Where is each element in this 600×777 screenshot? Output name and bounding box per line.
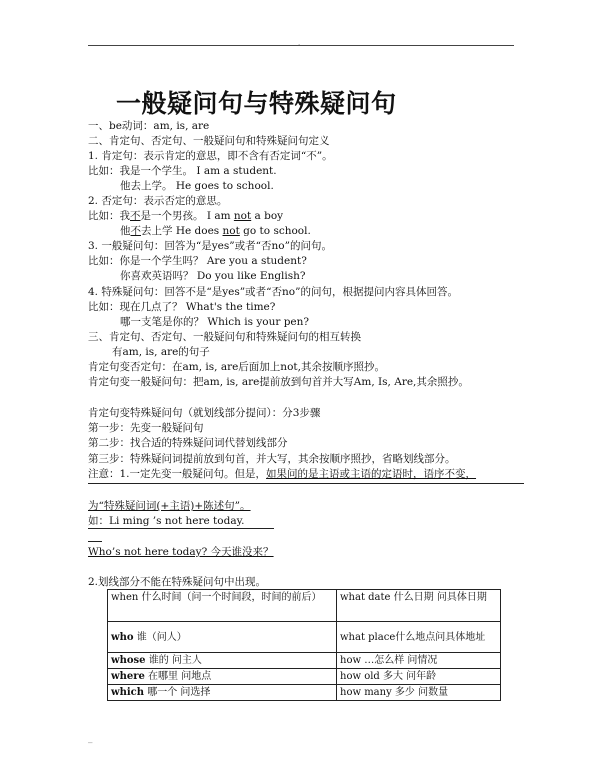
text-line: 三、肯定句、否定句、一般疑问句和特殊疑问句的相互转换 [88, 331, 361, 343]
underlined-word: 不 [130, 225, 141, 237]
underlined-word: 不 [130, 210, 141, 222]
table-cell [108, 685, 337, 701]
text-line: 2.划线部分不能在特殊疑问句中出现。 [88, 576, 267, 588]
header-dot: . [298, 38, 301, 47]
text-line: 比如：你是一个学生吗？ Are you a student? [88, 255, 307, 267]
note-line [88, 467, 476, 481]
question-word: where [111, 671, 145, 682]
table-row [108, 622, 501, 653]
table-cell: how old 多大 问年龄 [337, 669, 501, 685]
text-line: 肯定句变否定句：在am, is, are后面加上not,其余按顺序照抄。 [88, 361, 385, 373]
text-line: 二、肯定句、否定句、一般疑问句和特殊疑问句定义 [88, 135, 330, 147]
short-rule [88, 541, 102, 542]
text-line: 第三步：特殊疑问词提前放到句首，并大写，其余按顺序照抄，省略划线部分。 [88, 453, 456, 465]
text-segment: 去上学 He does [141, 225, 223, 237]
text-segment: 比如：我 [88, 210, 130, 222]
underline-rule [88, 528, 274, 529]
table-row [108, 685, 501, 701]
text-line: 一、be动词：am, is, are [88, 120, 210, 132]
question-word: who [111, 631, 134, 643]
page-title: 一般疑问句与特殊疑问句 [116, 89, 397, 118]
underlined-phrase: 如果问的是主语或主语的定语时，语序不变， [266, 468, 477, 480]
example-line: 如：Li ming ’s not here today. [88, 515, 245, 527]
text-line: 有am, is, are的句子 [112, 346, 210, 358]
table-row [108, 669, 501, 685]
text-line: Who’s not here today? 今天谁没来？ [88, 546, 274, 558]
text-line: 第二步：找合适的特殊疑问词代替划线部分 [88, 437, 288, 449]
text-line: 他去上学。 He goes to school. [120, 180, 274, 192]
text-line: 为“特殊疑问词(+主语)+陈述句”。 [88, 500, 251, 512]
text-line: 2. 否定句：表示否定的意思。 [88, 195, 228, 207]
table-cell: what place什么地点问具体地址 [337, 622, 501, 653]
question-word: whose [111, 655, 146, 666]
question-meaning: 谁的 问主人 [145, 655, 202, 666]
question-meaning: 谁（问人） [133, 631, 187, 643]
question-meaning: 在哪里 问地点 [144, 671, 212, 682]
underlined-word: not [222, 225, 240, 237]
text-line: 1. 肯定句：表示肯定的意思，即不含有否定词“不”。 [88, 150, 333, 162]
text-line: 4. 特殊疑问句：回答不是“是yes”或者“否no”的问句，根据提问内容具体回答。 [88, 286, 458, 298]
negative-example-line [88, 209, 283, 223]
text-segment: 是一个男孩。 I am [140, 210, 234, 222]
table-cell [108, 669, 337, 685]
text-segment: 注意：1.一定先变一般疑问句。但是， [88, 468, 267, 480]
header-rule [88, 45, 514, 46]
table-cell: when 什么时间（问一个时间段，时间的前后） [108, 590, 337, 622]
divider-line [88, 483, 524, 484]
table-cell: what date 什么日期 问具体日期 [337, 590, 501, 622]
table-cell: how …怎么样 问情况 [337, 653, 501, 669]
underlined-word: not [233, 210, 252, 222]
text-line: 肯定句变一般疑问句：把am, is, are提前放到句首并大写Am, Is, Are,其余照抄。 [88, 376, 469, 388]
text-line: 比如：现在几点了？ What's the time? [88, 301, 276, 313]
text-segment: 他 [120, 225, 131, 237]
text-line: 你喜欢英语吗？ Do you like English? [120, 270, 306, 282]
table-row [108, 590, 501, 622]
text-line: 3. 一般疑问句：回答为“是yes”或者“否no”的问句。 [88, 240, 332, 252]
text-line: 哪一支笔是你的？ Which is your pen? [120, 316, 310, 328]
table-row [108, 653, 501, 669]
question-meaning: 哪一个 问选择 [144, 687, 211, 698]
question-word-table [107, 589, 501, 701]
table-cell: how many 多少 问数量 [337, 685, 501, 701]
question-word: which [111, 687, 145, 698]
text-line: 第一步：先变一般疑问句 [88, 422, 204, 434]
text-line: 肯定句变特殊疑问句（就划线部分提问）：分3步骤 [88, 407, 321, 419]
text-segment: a boy [251, 210, 284, 222]
table-cell [108, 622, 337, 653]
negative-example-line [120, 224, 311, 238]
text-line: 比如：我是一个学生。 I am a student. [88, 165, 277, 177]
text-segment: go to school. [239, 225, 311, 237]
table-cell [108, 653, 337, 669]
footer-mark: – [88, 738, 93, 747]
